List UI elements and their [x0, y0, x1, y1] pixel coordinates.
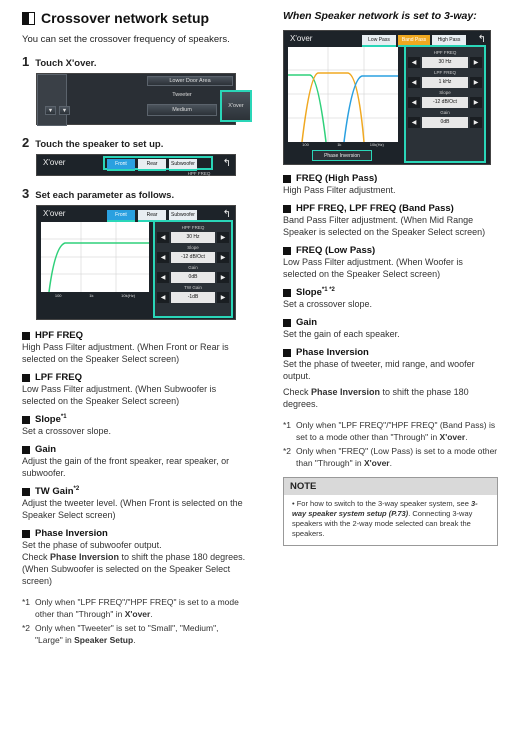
medium-button[interactable]: Medium [147, 104, 217, 116]
lpf-freq-row [408, 76, 482, 88]
note-box [283, 477, 498, 546]
tab-subwoofer[interactable]: Subwoofer [169, 210, 197, 222]
param-label: Gain [188, 265, 198, 270]
left-arrow-icon[interactable]: ◀ [157, 232, 169, 243]
tab-rear[interactable]: Rear [138, 210, 166, 222]
right-arrow-icon[interactable]: ▶ [470, 117, 482, 128]
section-heading: TW Gain$^{*2}$ [22, 486, 248, 497]
bullet-square-icon [283, 289, 291, 297]
footnote: *2 Only when "Tweeter" is set to "Small", "Medium", "Large" in Speaker Setup. [22, 623, 219, 645]
bullet-square-icon [22, 374, 30, 382]
tw-gain-row [157, 291, 229, 303]
step-text: Set each parameter as follows. [35, 190, 175, 201]
hpf-curve [41, 222, 149, 292]
param-label: TW Gain [184, 285, 202, 290]
param-label: Slope [187, 245, 199, 250]
down-arrow-icon[interactable]: ▼ [45, 106, 56, 115]
frequency-graph [288, 47, 398, 142]
section-body: High Pass Filter adjustment. [283, 185, 396, 195]
section-body: Set the phase of subwoofer output. [22, 540, 162, 551]
step-2 [22, 135, 248, 150]
section-body-2: Check Phase Inversion to shift the phase 180 degrees. [283, 387, 469, 410]
bullet-square-icon [22, 530, 30, 538]
page-title: Crossover network setup [41, 10, 210, 26]
x-axis: 100 1k 10k(Hz) [54, 293, 136, 298]
param-value: 30 Hz [422, 57, 468, 68]
section-heading: Slope$^{*1 *2}$ [283, 287, 498, 298]
footnote: *2 Only when "FREQ" (Low Pass) is set to a mode other than "Through" in X'over. [283, 446, 498, 468]
param-label: LPF FREQ [433, 70, 456, 75]
section-heading: FREQ (Low Pass) [283, 245, 498, 256]
bullet-square-icon [22, 488, 30, 496]
left-arrow-icon[interactable]: ◀ [408, 57, 420, 68]
section-body: Band Pass Filter adjustment. (When Mid Range Speaker is selected on the Speaker Select screen) [283, 215, 486, 237]
section-header [22, 10, 248, 26]
phase-inversion-button[interactable]: Phase Inversion [312, 150, 372, 161]
left-arrow-icon[interactable]: ◀ [408, 97, 420, 108]
parameter-panel [404, 45, 486, 163]
section-body: Low Pass Filter adjustment. (When Woofer is selected on the Speaker Select screen) [283, 257, 463, 279]
bullet-square-icon [283, 205, 291, 213]
step-1 [22, 54, 248, 69]
section-body: Set a crossover slope. [22, 426, 112, 437]
footnotes-left [22, 597, 248, 646]
section-body: Adjust the tweeter level. (When Front is selected on the Speaker Select screen) [22, 498, 243, 521]
back-icon[interactable]: ↰ [222, 158, 231, 169]
section-heading: LPF FREQ [22, 372, 248, 383]
slope-row [157, 251, 229, 263]
bullet-square-icon [283, 247, 291, 255]
param-value: -12 dB/Oct [422, 97, 468, 108]
footnotes-right [283, 420, 498, 469]
section-body: High Pass Filter adjustment. (When Front or Rear is selected on the Speaker Select screen) [22, 342, 229, 364]
right-arrow-icon[interactable]: ▶ [217, 252, 229, 263]
left-arrow-icon[interactable]: ◀ [157, 272, 169, 283]
screen-title: X'over [290, 34, 313, 43]
bullet-square-icon [283, 319, 291, 327]
tab-high-pass[interactable]: High Pass [432, 35, 466, 47]
frequency-graph [41, 222, 149, 292]
step-number: 2 [22, 135, 30, 150]
tab-rear[interactable]: Rear [138, 159, 166, 171]
right-column [283, 10, 498, 546]
note-body: • For how to switch to the 3-way speaker system, see 3-way speaker system setup (P.73). Connecting 3-way speakers with the 2-way mode selected can break the speakers. [292, 499, 478, 539]
param-label: HPF FREQ [433, 50, 457, 55]
section-heading: Phase Inversion [22, 528, 248, 539]
tab-low-pass[interactable]: Low Pass [362, 35, 396, 47]
section-heading: Phase Inversion [283, 347, 498, 358]
back-icon[interactable]: ↰ [222, 209, 231, 220]
speaker-illustration [37, 74, 67, 126]
gain-row [157, 271, 229, 283]
section-heading: Gain [22, 444, 248, 455]
slope-row [408, 96, 482, 108]
param-label: Gain [440, 110, 450, 115]
bullet-square-icon [283, 349, 291, 357]
footnote: *1 Only when "LPF FREQ"/"HPF FREQ" is set to a mode other than "Through" in X'over. [22, 597, 239, 619]
screenshot-xover-params [36, 205, 236, 320]
param-value: 0dB [422, 117, 468, 128]
hpf-freq-row [408, 56, 482, 68]
right-arrow-icon[interactable]: ▶ [217, 232, 229, 243]
right-arrow-icon[interactable]: ▶ [470, 97, 482, 108]
tab-front[interactable]: Front [107, 159, 135, 171]
sections-right [283, 173, 498, 410]
note-heading: NOTE [284, 478, 497, 495]
footnote: *1 Only when "LPF FREQ"/"HPF FREQ" (Band Pass) is set to a mode other than "Through" in X'over. [283, 420, 496, 442]
hpf-freq-label: HPF FREQ [187, 171, 211, 176]
right-arrow-icon[interactable]: ▶ [470, 77, 482, 88]
band-pass-curves [288, 47, 398, 142]
gain-row [408, 116, 482, 128]
section-heading: HPF FREQ [22, 330, 248, 341]
left-arrow-icon[interactable]: ◀ [408, 77, 420, 88]
bullet-square-icon [22, 416, 30, 424]
right-arrow-icon[interactable]: ▶ [470, 57, 482, 68]
section-body: Set a crossover slope. [283, 299, 373, 310]
bullet-square-icon [22, 332, 30, 340]
left-arrow-icon[interactable]: ◀ [157, 252, 169, 263]
hpf-freq-row [157, 231, 229, 243]
xover-button[interactable]: X'over [220, 90, 252, 122]
screenshot-speaker-setup [36, 73, 244, 125]
section-body: Adjust the gain of the front speaker, rear speaker, or subwoofer. [22, 456, 230, 479]
section-body: Set the phase of tweeter, mid range, and woofer output. [283, 359, 475, 382]
tweeter-label: Tweeter [172, 91, 192, 98]
x-axis: 100 1k 10k(Hz) [302, 142, 384, 147]
left-arrow-icon[interactable]: ◀ [408, 117, 420, 128]
tab-front[interactable]: Front [107, 210, 135, 222]
param-value: -12 dB/Oct [171, 252, 215, 263]
screenshot-speaker-select [36, 154, 236, 176]
section-body: Set the gain of each speaker. [283, 329, 400, 340]
step-number: 3 [22, 186, 30, 201]
tab-subwoofer[interactable]: Subwoofer [169, 159, 197, 171]
right-arrow-icon[interactable]: ▶ [217, 272, 229, 283]
step-3 [22, 186, 248, 201]
down-arrow-icon[interactable]: ▼ [59, 106, 70, 115]
param-value: -1dB [171, 292, 215, 303]
section-body: Low Pass Filter adjustment. (When Subwoofer is selected on the Speaker Select screen) [22, 384, 217, 406]
sections-left [22, 330, 248, 587]
tab-band-pass[interactable]: Band Pass [398, 35, 430, 47]
section-body-2: Check Phase Inversion to shift the phase 180 degrees. (When Subwoofer is selected on the Speaker Select screen) [22, 552, 246, 587]
param-label: HPF FREQ [181, 225, 205, 230]
bullet-square-icon [283, 175, 291, 183]
param-value: 30 Hz [171, 232, 215, 243]
back-icon[interactable]: ↰ [477, 34, 486, 45]
screen-title: X'over [43, 209, 66, 218]
section-marker-icon [22, 12, 35, 25]
param-label: Slope [439, 90, 451, 95]
subsection-title: When Speaker network is set to 3-way: [283, 10, 477, 22]
param-value: 0dB [171, 272, 215, 283]
step-number: 1 [22, 54, 30, 69]
left-column [22, 10, 248, 646]
parameter-panel [153, 220, 233, 318]
section-heading: Gain [283, 317, 498, 328]
section-heading: Slope$^{*1}$ [22, 414, 248, 425]
step-text: Touch the speaker to set up. [35, 139, 164, 150]
param-value: 1 kHz [422, 77, 468, 88]
section-heading: HPF FREQ, LPF FREQ (Band Pass) [283, 203, 498, 214]
bullet-square-icon [22, 446, 30, 454]
screenshot-3way-xover [283, 30, 491, 165]
intro-text: You can set the crossover frequency of speakers. [22, 34, 230, 45]
left-arrow-icon[interactable]: ◀ [157, 292, 169, 303]
step-text: Touch X'over. [35, 58, 97, 69]
lower-door-area-button[interactable]: Lower Door Area [147, 76, 233, 86]
section-heading: FREQ (High Pass) [283, 173, 498, 184]
screen-title: X'over [43, 158, 66, 167]
right-arrow-icon[interactable]: ▶ [217, 292, 229, 303]
